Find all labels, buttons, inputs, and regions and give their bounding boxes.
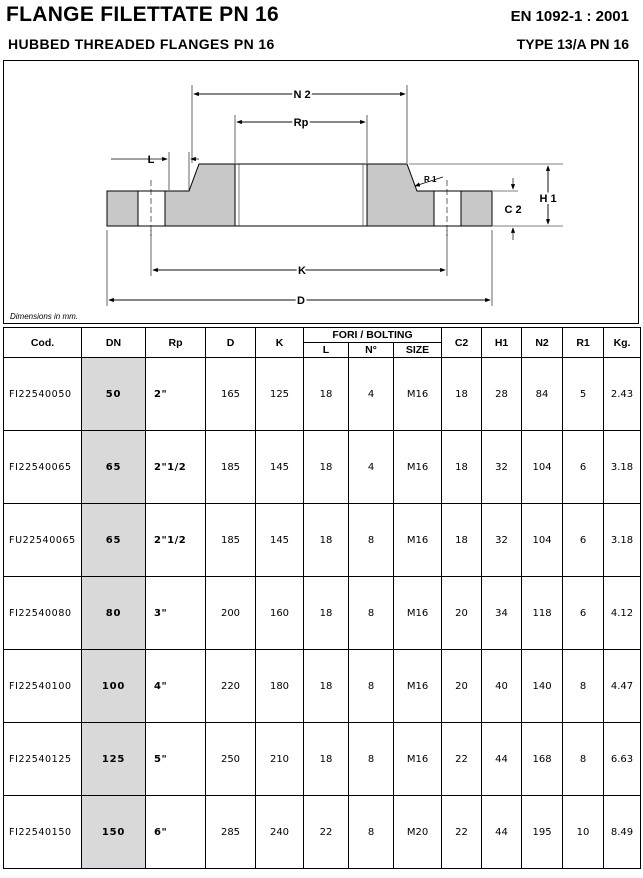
- cell-kg: 4.47: [604, 650, 641, 723]
- cell-n: 8: [349, 796, 394, 869]
- header-c2: C2: [442, 328, 482, 358]
- cell-n: 8: [349, 504, 394, 577]
- cell-l: 18: [304, 723, 349, 796]
- cell-d: 220: [206, 650, 256, 723]
- cell-r1: 5: [563, 358, 604, 431]
- cell-kg: 4.12: [604, 577, 641, 650]
- cell-kg: 3.18: [604, 431, 641, 504]
- table-row: [4, 650, 641, 723]
- cell-rp: 5": [146, 723, 206, 796]
- dim-rp-label: Rp: [293, 117, 309, 129]
- header-size: SIZE: [394, 343, 442, 358]
- cell-h1: 28: [482, 358, 522, 431]
- type-label: TYPE 13/A PN 16: [516, 36, 629, 52]
- cell-c2: 18: [442, 358, 482, 431]
- dim-h1-label: H 1: [539, 193, 557, 205]
- cell-size: M16: [394, 650, 442, 723]
- header-cod: Cod.: [4, 328, 82, 358]
- cell-rp: 3": [146, 577, 206, 650]
- cell-k: 180: [256, 650, 304, 723]
- cell-k: 210: [256, 723, 304, 796]
- table-row: [4, 431, 641, 504]
- cell-dn: 125: [82, 723, 146, 796]
- flange-table: [3, 327, 641, 869]
- cell-r1: 6: [563, 431, 604, 504]
- cell-rp: 6": [146, 796, 206, 869]
- cell-k: 160: [256, 577, 304, 650]
- cell-n2: 104: [522, 431, 563, 504]
- cell-h1: 34: [482, 577, 522, 650]
- cell-kg: 2.43: [604, 358, 641, 431]
- cell-n2: 140: [522, 650, 563, 723]
- cell-dn: 100: [82, 650, 146, 723]
- header-dn: DN: [82, 328, 146, 358]
- cell-n: 4: [349, 431, 394, 504]
- cell-size: M16: [394, 431, 442, 504]
- page-header: [0, 0, 643, 60]
- cell-dn: 150: [82, 796, 146, 869]
- cell-size: M16: [394, 577, 442, 650]
- dimensions-note: Dimensions in mm.: [10, 312, 79, 321]
- cell-n2: 195: [522, 796, 563, 869]
- cell-h1: 40: [482, 650, 522, 723]
- cell-k: 145: [256, 504, 304, 577]
- cell-r1: 10: [563, 796, 604, 869]
- flange-drawing: [3, 60, 639, 324]
- cell-n: 8: [349, 723, 394, 796]
- cell-kg: 6.63: [604, 723, 641, 796]
- cell-dn: 65: [82, 504, 146, 577]
- cell-h1: 44: [482, 796, 522, 869]
- cell-c2: 20: [442, 577, 482, 650]
- cell-d: 185: [206, 431, 256, 504]
- cell-h1: 32: [482, 504, 522, 577]
- cell-l: 18: [304, 650, 349, 723]
- header-n: N°: [349, 343, 394, 358]
- cell-n2: 168: [522, 723, 563, 796]
- cell-n2: 84: [522, 358, 563, 431]
- cell-cod: FI22540125: [4, 723, 82, 796]
- cell-c2: 18: [442, 504, 482, 577]
- cell-n2: 104: [522, 504, 563, 577]
- header-rp: Rp: [146, 328, 206, 358]
- cell-l: 22: [304, 796, 349, 869]
- table-row: [4, 358, 641, 431]
- cell-dn: 80: [82, 577, 146, 650]
- table-row: [4, 504, 641, 577]
- cell-rp: 2": [146, 358, 206, 431]
- cell-cod: FI22540065: [4, 431, 82, 504]
- table-row: [4, 577, 641, 650]
- cell-d: 165: [206, 358, 256, 431]
- cell-n: 8: [349, 650, 394, 723]
- table-row: [4, 796, 641, 869]
- cell-size: M16: [394, 358, 442, 431]
- cell-d: 185: [206, 504, 256, 577]
- standard-label: EN 1092-1 : 2001: [510, 8, 629, 25]
- cell-c2: 18: [442, 431, 482, 504]
- cell-d: 250: [206, 723, 256, 796]
- header-r1: R1: [563, 328, 604, 358]
- header-bolting-group: FORI / BOLTING: [304, 328, 442, 343]
- cell-dn: 65: [82, 431, 146, 504]
- cell-rp: 4": [146, 650, 206, 723]
- cell-k: 125: [256, 358, 304, 431]
- cell-h1: 32: [482, 431, 522, 504]
- header-h1: H1: [482, 328, 522, 358]
- header-n2: N2: [522, 328, 563, 358]
- cell-cod: FI22540050: [4, 358, 82, 431]
- cell-r1: 6: [563, 577, 604, 650]
- cell-cod: FI22540100: [4, 650, 82, 723]
- cell-size: M20: [394, 796, 442, 869]
- cell-kg: 8.49: [604, 796, 641, 869]
- table-row: [4, 723, 641, 796]
- cell-rp: 2"1/2: [146, 431, 206, 504]
- cell-cod: FI22540150: [4, 796, 82, 869]
- cell-c2: 20: [442, 650, 482, 723]
- cell-dn: 50: [82, 358, 146, 431]
- cell-d: 285: [206, 796, 256, 869]
- cell-r1: 8: [563, 650, 604, 723]
- cell-rp: 2"1/2: [146, 504, 206, 577]
- cell-l: 18: [304, 504, 349, 577]
- cell-cod: FI22540080: [4, 577, 82, 650]
- dim-c2-label: C 2: [504, 204, 522, 216]
- header-d: D: [206, 328, 256, 358]
- subtitle: HUBBED THREADED FLANGES PN 16: [8, 36, 275, 52]
- cell-k: 145: [256, 431, 304, 504]
- title: FLANGE FILETTATE PN 16: [6, 3, 279, 26]
- cell-l: 18: [304, 577, 349, 650]
- header-l: L: [304, 343, 349, 358]
- cell-c2: 22: [442, 796, 482, 869]
- cell-c2: 22: [442, 723, 482, 796]
- dim-d-label: D: [297, 295, 305, 307]
- dim-r1-label: R 1: [424, 175, 437, 184]
- dim-l-label: L: [147, 154, 155, 166]
- cell-size: M16: [394, 504, 442, 577]
- cell-d: 200: [206, 577, 256, 650]
- cell-kg: 3.18: [604, 504, 641, 577]
- cell-size: M16: [394, 723, 442, 796]
- dim-k-label: K: [298, 265, 306, 277]
- cell-k: 240: [256, 796, 304, 869]
- cell-cod: FU22540065: [4, 504, 82, 577]
- header-k: K: [256, 328, 304, 358]
- cell-h1: 44: [482, 723, 522, 796]
- cell-n: 8: [349, 577, 394, 650]
- cell-l: 18: [304, 431, 349, 504]
- cell-r1: 6: [563, 504, 604, 577]
- header-kg: Kg.: [604, 328, 641, 358]
- cell-n2: 118: [522, 577, 563, 650]
- dim-n2-label: N 2: [293, 89, 311, 101]
- cell-l: 18: [304, 358, 349, 431]
- cell-r1: 8: [563, 723, 604, 796]
- cell-n: 4: [349, 358, 394, 431]
